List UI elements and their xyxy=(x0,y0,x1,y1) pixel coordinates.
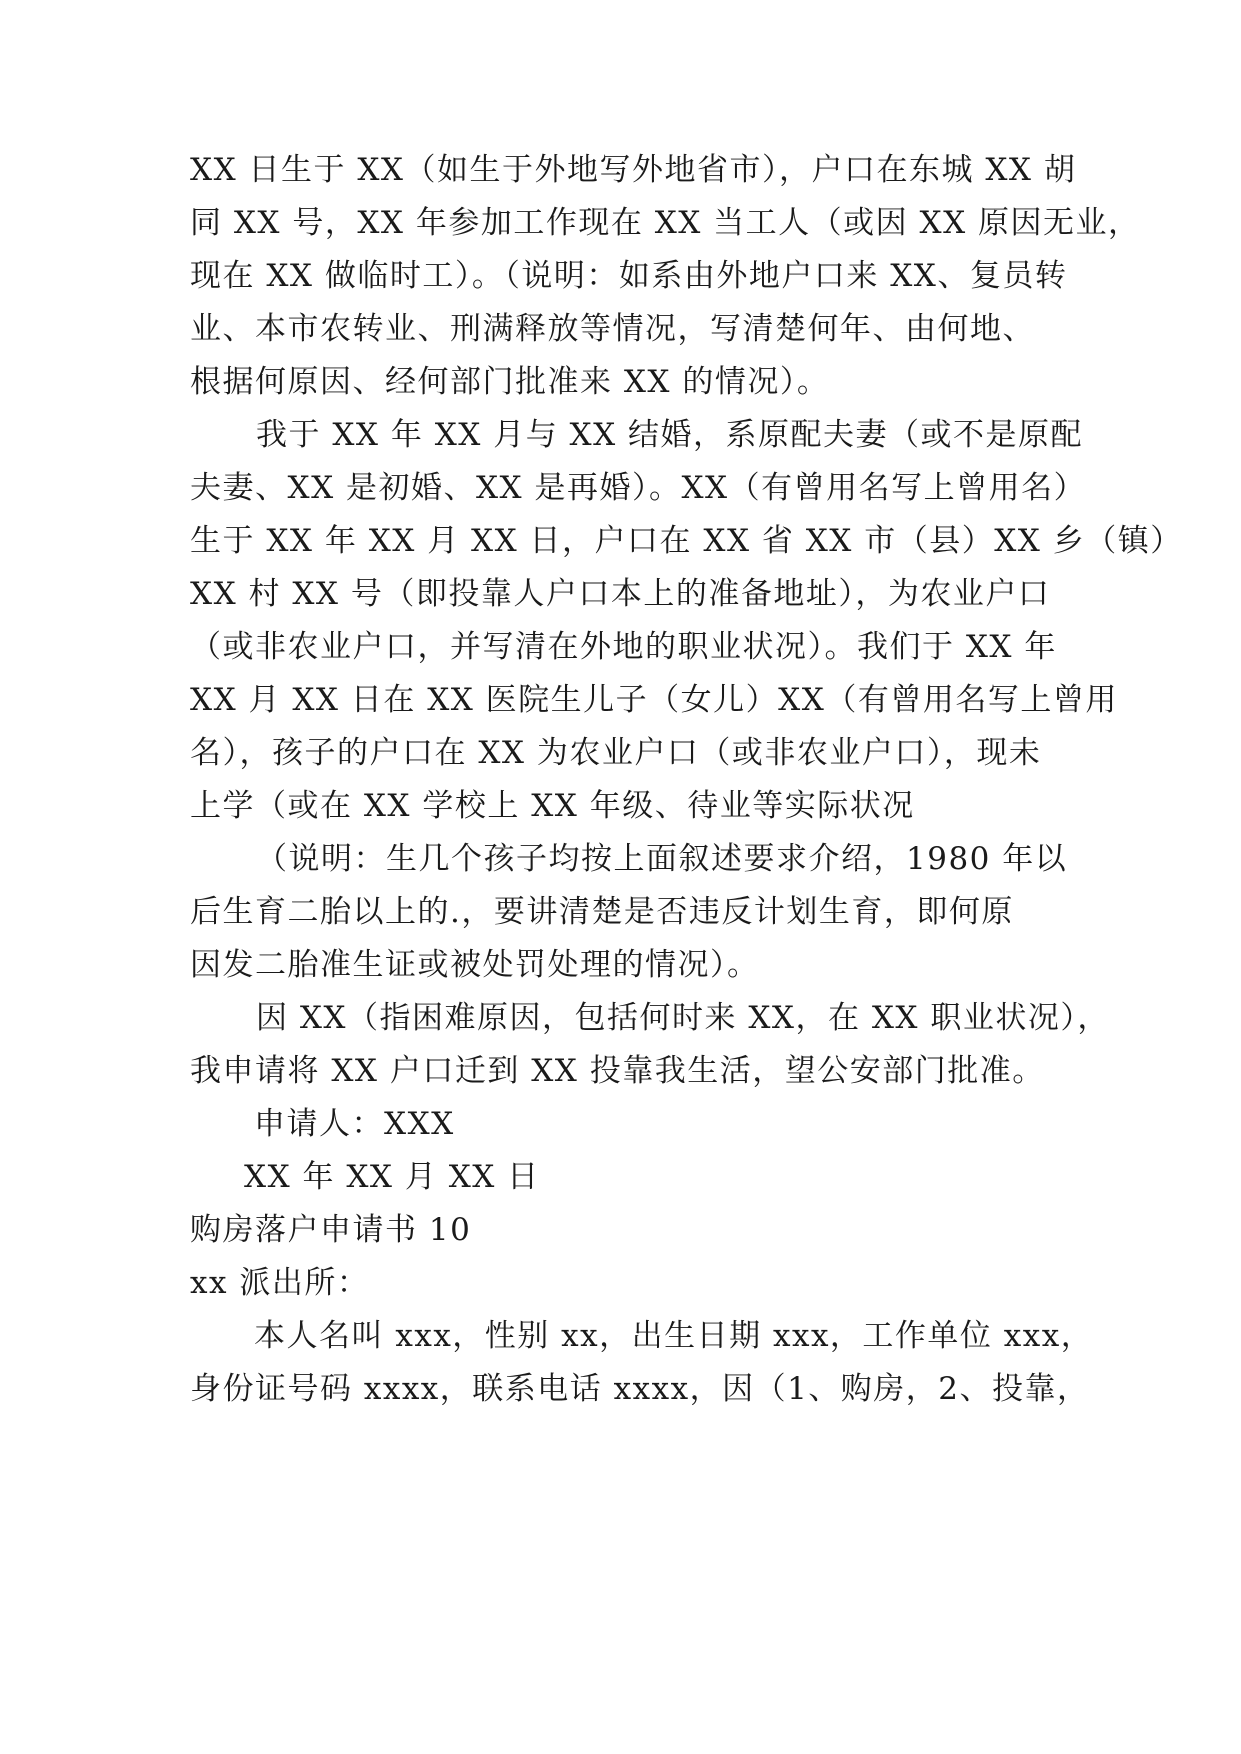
text-line: 身份证号码 xxxx，联系电话 xxxx，因（1、购房，2、投靠， xyxy=(190,1371,1090,1407)
text-line: 后生育二胎以上的.，要讲清楚是否违反计划生育，即何原 xyxy=(190,894,1014,930)
text-line: 因发二胎准生证或被处罚处理的情况）。 xyxy=(190,947,760,983)
paragraph-start: 因 XX（指困难原因，包括何时来 XX，在 XX 职业状况）， xyxy=(256,1000,1110,1036)
paragraph-start: 本人名叫 xxx，性别 xx，出生日期 xxx，工作单位 xxx， xyxy=(254,1318,1094,1354)
salutation: xx 派出所： xyxy=(190,1265,370,1301)
text-line: 生于 XX 年 XX 月 XX 日，户口在 XX 省 XX 市（县）XX 乡（镇） xyxy=(190,523,1183,559)
applicant-signature-line: 申请人：XXX xyxy=(254,1106,455,1142)
text-line: XX 村 XX 号（即投靠人户口本上的准备地址），为农业户口 xyxy=(190,576,1051,612)
text-line: 上学（或在 XX 学校上 XX 年级、待业等实际状况 xyxy=(190,788,915,824)
paragraph-start: 我于 XX 年 XX 月与 XX 结婚，系原配夫妻（或不是原配 xyxy=(256,417,1084,453)
section-title: 购房落户申请书 10 xyxy=(190,1212,472,1248)
text-line: 根据何原因、经何部门批准来 XX 的情况）。 xyxy=(190,364,830,400)
text-line: XX 日生于 XX（如生于外地写外地省市），户口在东城 XX 胡 xyxy=(190,152,1077,188)
text-line: （或非农业户口，并写清在外地的职业状况）。我们于 XX 年 xyxy=(190,629,1057,665)
text-line: 名），孩子的户口在 XX 为农业户口（或非农业户口），现未 xyxy=(190,735,1042,771)
text-line: 业、本市农转业、刑满释放等情况，写清楚何年、由何地、 xyxy=(190,311,1035,347)
text-line: XX 月 XX 日在 XX 医院生儿子（女儿）XX（有曾用名写上曾用 xyxy=(190,682,1118,718)
text-line: 现在 XX 做临时工）。（说明：如系由外地户口来 XX、复员转 xyxy=(190,258,1068,294)
text-line: 夫妻、XX 是初婚、XX 是再婚）。XX（有曾用名写上曾用名） xyxy=(190,470,1087,506)
text-line: 我申请将 XX 户口迁到 XX 投靠我生活，望公安部门批准。 xyxy=(190,1053,1045,1089)
date-line: XX 年 XX 月 XX 日 xyxy=(244,1159,540,1195)
text-line: 同 XX 号，XX 年参加工作现在 XX 当工人（或因 XX 原因无业， xyxy=(190,205,1141,241)
paragraph-start: （说明：生几个孩子均按上面叙述要求介绍，1980 年以 xyxy=(256,841,1068,877)
